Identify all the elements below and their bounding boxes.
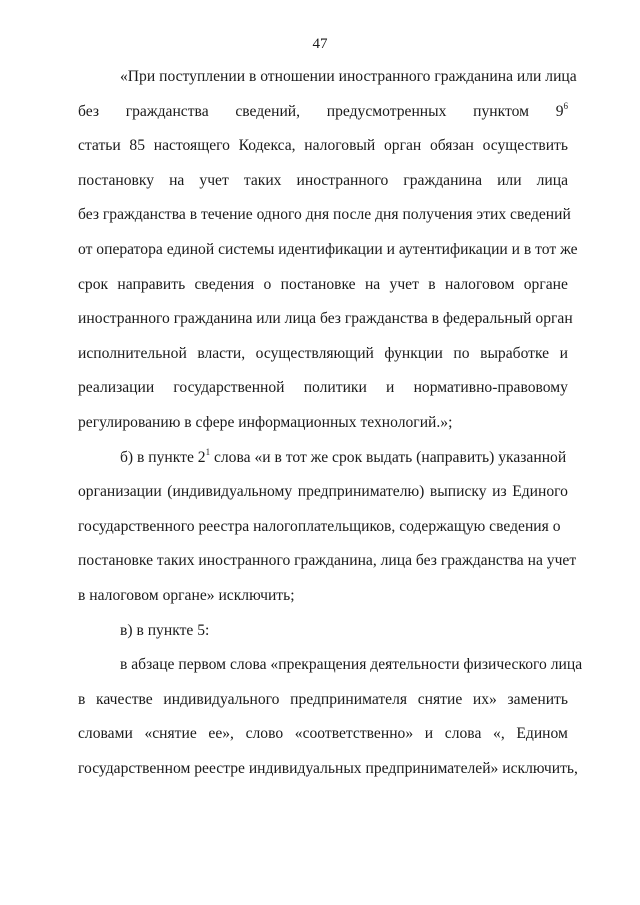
word: сведений, — [235, 102, 301, 120]
text-line — [78, 129, 568, 164]
word: органе — [523, 275, 568, 293]
text-line — [78, 510, 568, 545]
word: пунктом — [473, 102, 529, 120]
word: гражданина — [403, 171, 483, 189]
word: государственного реестра налогоплательщиков, содержащую сведения о — [78, 517, 561, 535]
text-line — [78, 752, 578, 787]
word: выработке — [480, 344, 550, 362]
word: обязан — [429, 137, 474, 155]
word: предусмотренных — [326, 102, 447, 120]
word: осуществляющий — [255, 344, 374, 362]
word: на — [364, 275, 381, 293]
word: постановке — [280, 275, 356, 293]
word: или — [497, 171, 522, 189]
word: «снятие — [144, 725, 197, 743]
text-line — [78, 475, 568, 510]
word: учет — [389, 275, 419, 293]
word: в — [78, 690, 86, 708]
word: государственной — [173, 379, 285, 397]
word: предпринимателю) — [297, 483, 425, 501]
text-line — [78, 544, 577, 579]
text-line — [78, 233, 578, 268]
word: власти, — [197, 344, 246, 362]
word: государственном реестре индивидуальных предпринимателей» исключить, — [78, 759, 578, 777]
word: «При поступлении в отношении иностранного гражданина или лица — [120, 68, 577, 85]
word: в абзаце первом слова «прекращения деятельности физического лица — [120, 656, 583, 674]
word: постановке таких иностранного гражданина, лица без гражданства на учет — [78, 552, 577, 570]
word: 85 — [129, 137, 146, 155]
line-text: б) в пункте 2 — [120, 448, 206, 466]
word: постановку — [78, 171, 155, 189]
word: налоговом — [444, 275, 515, 293]
word: на — [169, 171, 185, 189]
word: настоящего — [153, 137, 230, 155]
word: предпринимателя — [290, 690, 408, 708]
word: выписку — [429, 483, 487, 501]
word: их» — [472, 690, 497, 708]
word: нормативно-правовому — [413, 379, 568, 397]
word: функции — [384, 344, 443, 362]
word: гражданства — [125, 102, 209, 120]
word: ее», — [208, 725, 234, 743]
word: от оператора единой системы идентификации и аутентификации и в тот же — [78, 240, 578, 258]
word: слово — [245, 725, 284, 743]
word: налоговый — [304, 137, 376, 155]
text-line — [78, 198, 571, 233]
word: «, — [493, 725, 505, 743]
word: направить — [117, 275, 186, 293]
word: сведения — [194, 275, 255, 293]
word: индивидуального — [163, 690, 280, 708]
superscript: 6 — [563, 100, 568, 111]
word: в — [428, 275, 436, 293]
word: словами — [78, 725, 133, 743]
word: иностранного гражданина или лица без гражданства в федеральный орган — [78, 310, 573, 328]
word: о — [263, 275, 272, 293]
superscript: 1 — [205, 446, 211, 457]
word: иностранного — [296, 171, 389, 189]
word: качестве — [96, 690, 153, 708]
text-line — [78, 683, 568, 718]
word: регулированию в сфере информационных технологий.»; — [78, 413, 453, 431]
text-line — [78, 95, 568, 130]
word: снятие — [417, 690, 463, 708]
word: и — [559, 344, 568, 362]
word: заменить — [507, 690, 568, 708]
word: Кодекса, — [238, 137, 296, 155]
word: статьи — [78, 137, 121, 155]
word: (индивидуальному — [167, 483, 293, 501]
text-line — [78, 302, 573, 337]
text-line — [78, 579, 568, 614]
word: Едином — [516, 725, 568, 743]
text-line — [78, 268, 568, 303]
word: слова — [444, 725, 482, 743]
text-line — [78, 60, 577, 95]
word: осуществить — [482, 137, 568, 155]
word: и — [424, 725, 434, 743]
text-line — [78, 717, 568, 752]
word: Единого — [512, 483, 568, 501]
word: «соответственно» — [294, 725, 414, 743]
word: по — [453, 344, 470, 362]
text-line — [78, 614, 568, 649]
word: политики — [303, 379, 367, 397]
text-line — [78, 164, 568, 199]
word: реализации — [78, 379, 155, 397]
word: из — [492, 483, 507, 501]
word: и — [386, 379, 395, 397]
word: организации — [78, 483, 162, 501]
word: лица — [536, 171, 568, 189]
word: учет — [199, 171, 229, 189]
document-body — [78, 60, 583, 786]
word: таких — [243, 171, 282, 189]
text-line — [78, 337, 568, 372]
word: срок — [78, 275, 109, 293]
word: в) в пункте 5: — [120, 621, 210, 639]
word: без — [78, 102, 99, 120]
text-line — [78, 648, 583, 683]
text-line — [78, 441, 568, 476]
word: $9^6$ — [555, 100, 568, 120]
text-line — [78, 406, 568, 441]
page-number: 47 — [312, 36, 328, 52]
word: в налоговом органе» исключить; — [78, 586, 295, 604]
word: орган — [383, 137, 422, 155]
line-text: слова «и в тот же срок выдать (направить) указанной — [210, 448, 567, 466]
word: без гражданства в течение одного дня после дня получения этих сведений — [78, 206, 571, 224]
text-line — [78, 371, 568, 406]
word: исполнительной — [78, 344, 187, 362]
